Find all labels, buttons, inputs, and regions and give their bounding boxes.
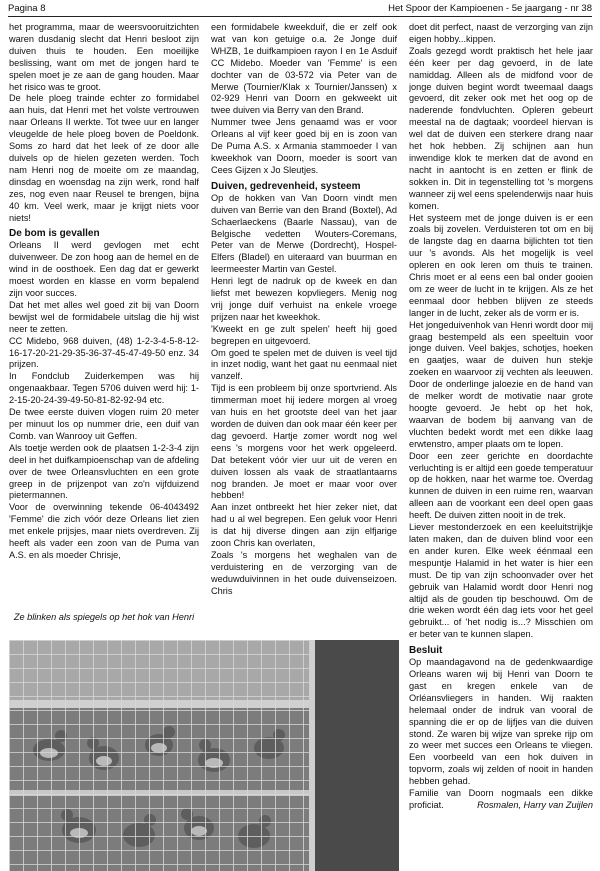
- paragraph: Om goed te spelen met de duiven is veel tijd in inzet nodig, want het gaat nu eenmaal niet vanzelf.: [211, 347, 397, 382]
- paragraph: CC Midebo, 968 duiven, (48) 1-2-3-4-5-8-12-16-17-20-21-29-35-36-37-45-47-49-50 enz. 34 prijzen.: [9, 335, 199, 370]
- paragraph: het programma, maar de weersvooruitzichten waren dusdanig slecht dat Henri besloot zijn duiven thuis te houden. Een moeilijke beslissing, want om met de jongen hard te spelen moet je ze aan de gang houden. Maar het risico was te groot.: [9, 22, 199, 92]
- page-number: Pagina 8: [8, 3, 46, 14]
- author-credit: Rosmalen, Harry van Zuijlen: [477, 800, 593, 810]
- paragraph: Op maandagavond na de gedenkwaardige Orleans waren wij bij Henri van Doorn te gast en kregen enkele van de Orléansvliegers in handen. Wij raakten helemaal onder de indruk van vooral de spanning die er op de lijfjes van die duiven stond. Ze waren bij wijze van spreke rijp om zo weer met succes een Orleans te vliegen. Een voorbeeld van een hok duiven in topvorm, zoals wij zelden of nooit in handen hebben gehad.: [409, 657, 593, 787]
- paragraph: Henri legt de nadruk op de kweek en dan liefst met bewezen kopvliegers. Menig nog vrij jonge duif verhuist na enkele vroege prijzen naar het kweekhok.: [211, 276, 397, 322]
- paragraph: Tijd is een probleem bij onze sportvriend. Als timmerman moet hij iedere morgen al vroeg van huis en het grootste deel van het jaar worden de duiven dan ook maar één keer per dag gevoerd. Hartje zomer wordt nog wel eens 's morgens voor het werk opgeleerd. Dat betekent vóór vier uur uit de veren en duiven lossen als vaak de straatlantaarns nog branden. Je moet er maar voor over hebben!: [211, 383, 397, 501]
- photo-caption: Ze blinken als spiegels op het hok van Henri: [13, 612, 195, 622]
- page-header: [8, 2, 592, 17]
- article-column-2: [211, 22, 397, 607]
- article-column-3: [409, 22, 593, 867]
- section-heading: Duiven, gedrevenheid, systeem: [211, 180, 361, 192]
- paragraph: 'Kweekt en ge zult spelen' heeft hij goed begrepen en uitgevoerd.: [211, 323, 397, 346]
- section-heading: De bom is gevallen: [9, 228, 100, 240]
- paragraph: Liever mestonderzoek en een keeluitstrijkje laten maken, dan de duiven blind voor een en ander kuren. Elke week éénmaal een mespuntje Halamid in het water is hier een must. De tip van zijn schoonvader over het gebruik van Halamid wordt door Henri nog altijd als de gouden tip beschouwd. Om de drie weken wordt één dag iets voor het geel gebruikt... of 'het nodig is...? Misschien om er beter van te kunnen slapen.: [409, 522, 593, 640]
- article-column-1: [9, 22, 199, 602]
- paragraph: Nummer twee Jens genaamd was er voor Orleans al vijf keer goed bij en is zoon van De Puma A.S. x Armania stammoeder I van kweekhok van Doorn, moeder is soort van Cees Gijzen x Jo Sleutjes.: [211, 117, 397, 175]
- paragraph: Dat het met alles wel goed zit bij van Doorn bewijst wel de formidabele uitslag die hij wist neer te zetten.: [9, 299, 199, 334]
- closing-line: [409, 788, 593, 812]
- paragraph: doet dit perfect, naast de verzorging van zijn eigen hobby...kippen.: [409, 22, 593, 44]
- magazine-title: Het Spoor der Kampioenen - 5e jaargang - nr 38: [388, 3, 592, 14]
- closing-text: Familie van Doorn nogmaals een dikke proficiat.: [409, 788, 593, 810]
- paragraph: Het systeem met de jonge duiven is er een zoals bij zovelen. Verduisteren tot om en bij de langste dag en daarna bijlichten tot tien uur 's avonds. Als het mogelijk is veel opleren en ook leren om thuis te trainen. Chris moet er al eens een bal onder gooien om ze weer de lucht in te krijgen. Als ze het eenmaal door hebben blijven ze steeds langer in de lucht, zeker als de vorm er is.: [409, 212, 593, 318]
- paragraph: Door een zeer gerichte en doordachte verluchting is er altijd een goede temperatuur op de hokken, naar het warme toe. Overdag kunnen de duiven in een ruime ren, waarvan alleen aan de voorkant een deel open gaas heeft. De duiven zitten nooit in de trek.: [409, 450, 593, 521]
- paragraph: Zoals gezegd wordt praktisch het hele jaar één keer per dag gevoerd, in de late namiddag. Alleen als de midfond voor de jonge duiven begint wordt tweemaal daags gevoerd, dit zeker ook met het oog op de naderende fondvluchten. Opleren gebeurt meestal na de dagtaak; voordeel hiervan is wel dat de duiven een sterkere drang naar het hok hebben. Zij schijnen aan hun inwendige klok te merken dat de avond en nacht in aantocht is en zetten er flink de sokken in. Dit in tegenstelling tot 's morgens wanneer zij wel eens spelenderwijs naar huis komen.: [409, 45, 593, 211]
- paragraph: Op de hokken van Van Doorn vindt men duiven van Berrie van den Brand (Boxtel), Ad Schaerlaeckens (Baarle Nassau), van de Belgische vedetten Wouters-Coremans, Peter van de Merwe (Dordrecht), Hospel-Elfers (Bladel) en uiteraard van buurman en leermeester Martin van Gestel.: [211, 192, 397, 275]
- pigeon-loft-photo: [9, 640, 399, 871]
- paragraph: Als toetje werden ook de plaatsen 1-2-3-4 zijn deel in het duifkampioenschap van de afdeling over de twee Orleansvluchten en een grote greep in de prijzenpot van zo'n vijfduizend pietermannen.: [9, 442, 199, 501]
- paragraph: In Fondclub Zuiderkempen was hij ongenaakbaar. Tegen 5706 duiven werd hij: 1-2-15-20-24-39-49-50-81-82-92-94 etc.: [9, 371, 199, 406]
- paragraph: Zoals 's morgens het weghalen van de verduistering en de verzorging van de weduwduivinnen in het oude duivenseizoen. Chris: [211, 549, 397, 596]
- paragraph: Voor de overwinning tekende 06-4043492 'Femme' die zich vóór deze Orleans liet zien met enkele prijsjes, maar niets overdreven. Zij heeft als vader een zoon van de Puma van A.S. en als moeder Chrisje,: [9, 502, 199, 560]
- paragraph: Het jongeduivenhok van Henri wordt door mij graag bestempeld als een speeltuin voor jonge duiven. Veel bakjes, schotjes, hoeken en gaatjes, waar de duiven hun stekje zoeken en waarvoor zij vechten als leeuwen. Door de onderlinge jaloezie en de hand van de melker wordt de motivatie naar grote hoogte gevoerd. Je hebt op het hok, waarvan de bodem bij aanvang van de vluchten bedekt wordt met een dikke laag erwtenstro, amper plaats om te lopen.: [409, 319, 593, 449]
- paragraph: Orleans II werd gevlogen met echt duivenweer. De zon hoog aan de hemel en de wind in de oosthoek. Een dag dat er gewerkt moest worden en klasse en vorm bepalend zijn voor succes.: [9, 240, 199, 299]
- paragraph: Aan inzet ontbreekt het hier zeker niet, dat had u al wel begrepen. Een geluk voor Henri is dat hij diverse dingen aan zijn elfjarige zoon Chris kan overlaten,: [211, 502, 397, 549]
- paragraph: een formidabele kweekduif, die er zelf ook wat van kon getuige o.a. 2e Jonge duif WHZB, 1e duifkampioen rayon I en 1e Asduif CC Midebo. Moeder van 'Femme' is een dochter van de 03-572 via Peter van de Merwe (Tournier/Klak x Tournier/Janssen) x 02-929 Henri van Doorn en gekweekt uit twee duiven via Berry van den Brand.: [211, 22, 397, 116]
- paragraph: De twee eerste duiven vlogen ruim 20 meter per minuut los op nummer drie, een duif van Comb. van Wanrooy uit Geffen.: [9, 407, 199, 441]
- paragraph: De hele ploeg trainde echter zo formidabel aan huis, dat Henri met het volste vertrouwen naar Orleans II werkte. Tot twee uur en langer vleugelde de hele ploeg boven de Poeldonk. Soms zo hard dat het leek of ze door alle duivels op de hielen gezeten werden. Toch nam Henri nog de moeite om ze maandag, dinsdag en woensdag na zijn werk, rond half zes, nog even naar Reusel te brengen, bijna 40 km. Veel werk, maar je krijgt niets voor niets!: [9, 93, 199, 223]
- section-heading: Besluit: [409, 645, 443, 657]
